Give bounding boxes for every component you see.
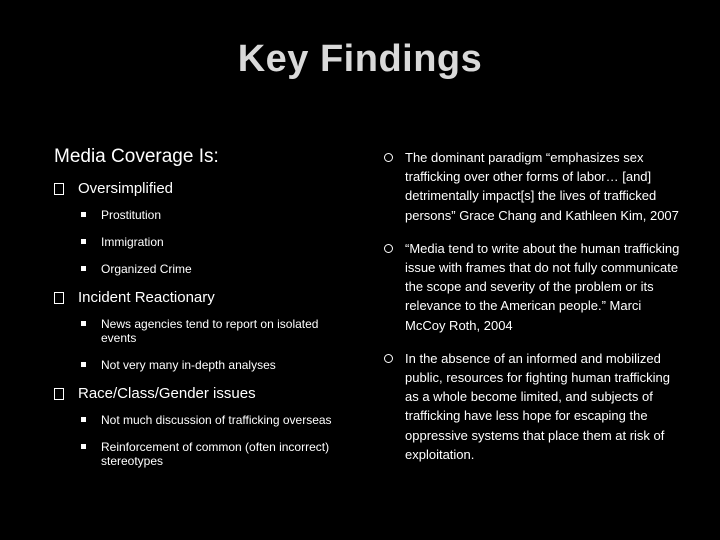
right-column (384, 148, 684, 478)
sub-bullet-text: Prostitution (101, 208, 162, 222)
square-bullet-icon (81, 212, 86, 217)
sub-bullet (54, 440, 354, 468)
sub-bullet-text: Not very many in-depth analyses (101, 358, 276, 372)
media-coverage-heading: Media Coverage Is: (54, 146, 219, 167)
finding-item (384, 239, 684, 335)
sub-bullet (54, 235, 354, 249)
finding-text: In the absence of an informed and mobilized public, resources for fighting human trafficking as a whole become limited, and subjects of trafficking have less hope for escaping the oppressive systems that place them at risk of exploitation. (405, 350, 670, 462)
bullet-level1 (54, 385, 354, 403)
circle-bullet-icon (384, 354, 393, 363)
slide-title: Key Findings (237, 38, 483, 80)
square-bullet-icon (81, 362, 86, 367)
bullet-label: Oversimplified (78, 180, 174, 197)
bullet-level1 (54, 289, 354, 307)
group-race-class-gender (54, 385, 354, 468)
finding-text: The dominant paradigm “emphasizes sex trafficking over other forms of labor… [and] detrimentally impact[s] the lives of trafficked persons” Grace Chang and Kathleen Kim, 2007 (405, 150, 679, 223)
box-bullet-icon (54, 183, 64, 195)
sub-bullet-text: Not much discussion of trafficking overseas (101, 413, 332, 427)
finding-item (384, 148, 684, 225)
left-column (54, 146, 354, 481)
bullet-level1 (54, 180, 354, 198)
sub-bullet (54, 413, 354, 427)
box-bullet-icon (54, 292, 64, 304)
bullet-label: Race/Class/Gender issues (78, 385, 256, 402)
square-bullet-icon (81, 266, 86, 271)
sub-bullet (54, 317, 354, 345)
group-incident-reactionary (54, 289, 354, 372)
square-bullet-icon (81, 321, 86, 326)
sub-bullet (54, 262, 354, 276)
sub-bullet (54, 208, 354, 222)
sub-bullet-text: Organized Crime (101, 262, 192, 276)
sub-bullet-text: Immigration (101, 235, 164, 249)
square-bullet-icon (81, 444, 86, 449)
sub-bullet-text: News agencies tend to report on isolated events (101, 317, 319, 345)
finding-item (384, 349, 684, 464)
circle-bullet-icon (384, 153, 393, 162)
sub-bullet (54, 358, 354, 372)
group-oversimplified (54, 180, 354, 276)
square-bullet-icon (81, 417, 86, 422)
circle-bullet-icon (384, 244, 393, 253)
box-bullet-icon (54, 388, 64, 400)
bullet-label: Incident Reactionary (78, 289, 215, 306)
finding-text: “Media tend to write about the human trafficking issue with frames that do not fully communicate the scope and severity of the problem or its relevance to the American people.” Marci McCoy Roth, 2004 (405, 240, 680, 333)
square-bullet-icon (81, 239, 86, 244)
sub-bullet-text: Reinforcement of common (often incorrect) stereotypes (101, 440, 330, 468)
